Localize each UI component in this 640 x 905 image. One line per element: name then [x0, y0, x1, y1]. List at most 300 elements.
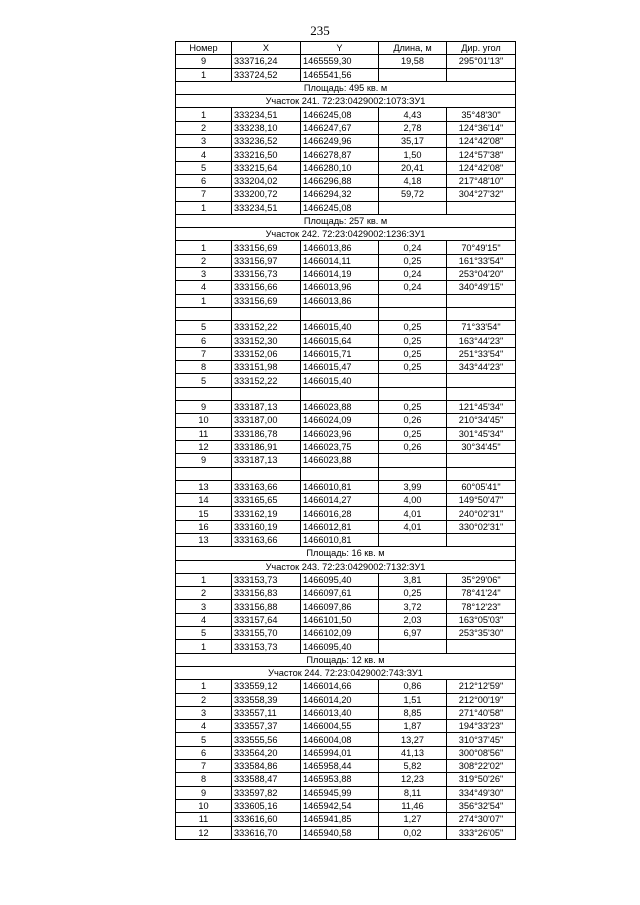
coord-y-cell: 1466278,87 [301, 148, 379, 161]
table-row [176, 813, 516, 826]
section-title: Участок 241. 72:23:0429002:1073:ЗУ1 [176, 95, 516, 108]
coord-y-cell: 1466024,09 [301, 414, 379, 427]
header-x: X [232, 42, 301, 55]
coord-x-cell: 333153,73 [232, 573, 301, 586]
direction-angle-cell: 60°05'41" [447, 480, 516, 493]
coord-y-cell: 1465942,54 [301, 799, 379, 812]
point-number-cell: 6 [176, 174, 232, 187]
coord-x-cell: 333616,70 [232, 826, 301, 839]
table-row [176, 826, 516, 839]
length-cell: 0,26 [379, 414, 447, 427]
direction-angle-cell: 163°44'23" [447, 334, 516, 347]
coord-y-cell: 1466014,27 [301, 494, 379, 507]
direction-angle-cell: 251°33'54" [447, 347, 516, 360]
point-number-cell: 9 [176, 401, 232, 414]
direction-angle-cell: 30°34'45" [447, 440, 516, 453]
table-row [176, 68, 516, 81]
direction-angle-cell: 35°48'30" [447, 108, 516, 121]
length-cell: 0,02 [379, 826, 447, 839]
coord-y-cell: 1466014,19 [301, 268, 379, 281]
coord-y-cell: 1466015,64 [301, 334, 379, 347]
length-cell: 8,85 [379, 706, 447, 719]
area-row [176, 547, 516, 560]
direction-angle-cell: 212°00'19" [447, 693, 516, 706]
coord-y-cell: 1466249,96 [301, 135, 379, 148]
coord-y-cell [301, 467, 379, 480]
length-cell: 3,81 [379, 573, 447, 586]
point-number-cell: 7 [176, 760, 232, 773]
point-number-cell: 7 [176, 347, 232, 360]
table-row [176, 414, 516, 427]
table-row [176, 254, 516, 267]
point-number-cell: 5 [176, 321, 232, 334]
coord-y-cell: 1466015,40 [301, 321, 379, 334]
length-cell [379, 467, 447, 480]
section-header-row [176, 95, 516, 108]
direction-angle-cell: 149°50'47" [447, 494, 516, 507]
direction-angle-cell: 343°44'23" [447, 361, 516, 374]
point-number-cell: 11 [176, 427, 232, 440]
point-number-cell: 1 [176, 108, 232, 121]
length-cell: 4,01 [379, 520, 447, 533]
page-number: 235 [310, 23, 330, 38]
direction-angle-cell [447, 68, 516, 81]
coord-x-cell: 333156,69 [232, 294, 301, 307]
coord-x-cell: 333186,91 [232, 440, 301, 453]
length-cell: 20,41 [379, 161, 447, 174]
coord-y-cell: 1465940,58 [301, 826, 379, 839]
table-row [176, 374, 516, 387]
coord-x-cell: 333200,72 [232, 188, 301, 201]
direction-angle-cell: 78°41'24" [447, 587, 516, 600]
coord-y-cell: 1466296,88 [301, 174, 379, 187]
coord-x-cell: 333153,73 [232, 640, 301, 653]
direction-angle-cell: 274°30'07" [447, 813, 516, 826]
point-number-cell: 7 [176, 188, 232, 201]
point-number-cell: 10 [176, 414, 232, 427]
point-number-cell: 5 [176, 733, 232, 746]
coord-y-cell: 1465994,01 [301, 746, 379, 759]
length-cell [379, 387, 447, 400]
coord-y-cell: 1466014,66 [301, 680, 379, 693]
direction-angle-cell: 217°48'10" [447, 174, 516, 187]
table-row [176, 361, 516, 374]
point-number-cell: 5 [176, 627, 232, 640]
point-number-cell: 11 [176, 813, 232, 826]
length-cell [379, 640, 447, 653]
length-cell: 0,25 [379, 321, 447, 334]
table-row [176, 573, 516, 586]
table-row [176, 121, 516, 134]
area-row [176, 653, 516, 666]
table-row [176, 201, 516, 214]
table-row [176, 174, 516, 187]
table-row [176, 268, 516, 281]
length-cell: 4,43 [379, 108, 447, 121]
coord-x-cell [232, 467, 301, 480]
header-angle: Дир. угол [447, 42, 516, 55]
coord-x-cell: 333605,16 [232, 799, 301, 812]
coord-y-cell: 1466101,50 [301, 613, 379, 626]
direction-angle-cell: 161°33'54" [447, 254, 516, 267]
point-number-cell: 13 [176, 533, 232, 546]
table-row [176, 307, 516, 320]
coord-y-cell: 1466012,81 [301, 520, 379, 533]
section-title: Участок 242. 72:23:0429002:1236:ЗУ1 [176, 228, 516, 241]
coord-y-cell: 1466102,09 [301, 627, 379, 640]
coord-x-cell: 333557,37 [232, 720, 301, 733]
coord-x-cell: 333716,24 [232, 55, 301, 68]
point-number-cell: 4 [176, 281, 232, 294]
point-number-cell: 4 [176, 720, 232, 733]
coord-x-cell: 333157,64 [232, 613, 301, 626]
coord-x-cell: 333557,11 [232, 706, 301, 719]
coord-y-cell: 1466280,10 [301, 161, 379, 174]
length-cell: 1,51 [379, 693, 447, 706]
point-number-cell: 2 [176, 587, 232, 600]
coord-x-cell: 333163,66 [232, 533, 301, 546]
coord-y-cell: 1466016,28 [301, 507, 379, 520]
coord-y-cell: 1466023,88 [301, 401, 379, 414]
coord-x-cell: 333186,78 [232, 427, 301, 440]
direction-angle-cell: 333°26'05" [447, 826, 516, 839]
length-cell: 19,58 [379, 55, 447, 68]
coord-y-cell: 1466023,75 [301, 440, 379, 453]
coord-x-cell: 333156,69 [232, 241, 301, 254]
direction-angle-cell [447, 387, 516, 400]
point-number-cell: 14 [176, 494, 232, 507]
length-cell: 2,03 [379, 613, 447, 626]
coord-y-cell: 1466013,86 [301, 294, 379, 307]
coord-x-cell: 333160,19 [232, 520, 301, 533]
coord-x-cell [232, 387, 301, 400]
length-cell: 12,23 [379, 773, 447, 786]
point-number-cell: 5 [176, 374, 232, 387]
table-row [176, 507, 516, 520]
point-number-cell: 9 [176, 55, 232, 68]
area-row [176, 214, 516, 227]
coord-y-cell: 1466015,71 [301, 347, 379, 360]
coord-x-cell: 333558,39 [232, 693, 301, 706]
coord-x-cell: 333151,98 [232, 361, 301, 374]
direction-angle-cell: 300°08'56" [447, 746, 516, 759]
table-row [176, 401, 516, 414]
table-row [176, 746, 516, 759]
direction-angle-cell: 35°29'06" [447, 573, 516, 586]
point-number-cell: 4 [176, 148, 232, 161]
length-cell: 4,00 [379, 494, 447, 507]
length-cell: 2,78 [379, 121, 447, 134]
length-cell: 5,82 [379, 760, 447, 773]
coord-y-cell: 1466015,47 [301, 361, 379, 374]
table-row [176, 387, 516, 400]
point-number-cell: 1 [176, 680, 232, 693]
length-cell: 0,24 [379, 268, 447, 281]
point-number-cell: 9 [176, 454, 232, 467]
coord-x-cell: 333155,70 [232, 627, 301, 640]
point-number-cell: 2 [176, 693, 232, 706]
point-number-cell: 3 [176, 268, 232, 281]
coord-y-cell: 1466097,86 [301, 600, 379, 613]
point-number-cell [176, 307, 232, 320]
direction-angle-cell: 70°49'15" [447, 241, 516, 254]
direction-angle-cell: 163°05'03" [447, 613, 516, 626]
coord-x-cell: 333616,60 [232, 813, 301, 826]
direction-angle-cell: 124°36'14" [447, 121, 516, 134]
coord-x-cell: 333559,12 [232, 680, 301, 693]
table-row [176, 600, 516, 613]
coord-y-cell: 1466245,08 [301, 108, 379, 121]
table-row [176, 627, 516, 640]
direction-angle-cell: 240°02'31" [447, 507, 516, 520]
coord-x-cell: 333187,13 [232, 401, 301, 414]
table-body [176, 55, 516, 840]
table-row [176, 480, 516, 493]
coord-y-cell: 1465941,85 [301, 813, 379, 826]
length-cell: 6,97 [379, 627, 447, 640]
coord-y-cell: 1465953,88 [301, 773, 379, 786]
point-number-cell: 8 [176, 361, 232, 374]
coordinates-table [175, 41, 516, 840]
direction-angle-cell [447, 307, 516, 320]
coord-y-cell: 1466014,11 [301, 254, 379, 267]
table-row [176, 241, 516, 254]
length-cell: 0,86 [379, 680, 447, 693]
table-row [176, 760, 516, 773]
length-cell: 0,26 [379, 440, 447, 453]
direction-angle-cell [447, 533, 516, 546]
length-cell: 41,13 [379, 746, 447, 759]
section-header-row [176, 666, 516, 679]
coord-x-cell: 333597,82 [232, 786, 301, 799]
direction-angle-cell: 194°33'23" [447, 720, 516, 733]
coord-y-cell: 1465541,56 [301, 68, 379, 81]
coord-x-cell: 333238,10 [232, 121, 301, 134]
coord-y-cell: 1465958,44 [301, 760, 379, 773]
coord-x-cell: 333234,51 [232, 201, 301, 214]
coord-x-cell: 333156,73 [232, 268, 301, 281]
header-number: Номер [176, 42, 232, 55]
table-row [176, 613, 516, 626]
coord-y-cell [301, 387, 379, 400]
coord-y-cell: 1466294,32 [301, 188, 379, 201]
length-cell: 0,25 [379, 334, 447, 347]
table-row [176, 135, 516, 148]
coord-y-cell: 1466004,55 [301, 720, 379, 733]
table-row [176, 773, 516, 786]
coord-y-cell: 1466247,67 [301, 121, 379, 134]
area-value: Площадь: 12 кв. м [176, 653, 516, 666]
coord-x-cell: 333156,83 [232, 587, 301, 600]
length-cell [379, 68, 447, 81]
point-number-cell: 6 [176, 746, 232, 759]
coord-y-cell: 1466023,88 [301, 454, 379, 467]
point-number-cell: 4 [176, 613, 232, 626]
coord-x-cell: 333204,02 [232, 174, 301, 187]
direction-angle-cell: 78°12'23" [447, 600, 516, 613]
coord-x-cell: 333234,51 [232, 108, 301, 121]
length-cell: 35,17 [379, 135, 447, 148]
point-number-cell: 6 [176, 334, 232, 347]
coord-x-cell: 333152,22 [232, 374, 301, 387]
coord-y-cell: 1466245,08 [301, 201, 379, 214]
coord-y-cell: 1466010,81 [301, 533, 379, 546]
direction-angle-cell: 124°42'08" [447, 135, 516, 148]
length-cell: 0,24 [379, 281, 447, 294]
direction-angle-cell: 310°37'45" [447, 733, 516, 746]
coord-y-cell [301, 307, 379, 320]
coord-y-cell: 1466014,20 [301, 693, 379, 706]
section-header-row [176, 228, 516, 241]
direction-angle-cell [447, 454, 516, 467]
coord-x-cell: 333165,65 [232, 494, 301, 507]
direction-angle-cell: 301°45'34" [447, 427, 516, 440]
point-number-cell: 3 [176, 706, 232, 719]
length-cell: 13,27 [379, 733, 447, 746]
coord-y-cell: 1466010,81 [301, 480, 379, 493]
length-cell: 0,25 [379, 361, 447, 374]
point-number-cell: 1 [176, 573, 232, 586]
header-y: Y [301, 42, 379, 55]
length-cell: 0,25 [379, 254, 447, 267]
coord-x-cell: 333187,13 [232, 454, 301, 467]
point-number-cell: 12 [176, 826, 232, 839]
coord-x-cell: 333187,00 [232, 414, 301, 427]
point-number-cell: 10 [176, 799, 232, 812]
point-number-cell: 13 [176, 480, 232, 493]
direction-angle-cell: 319°50'26" [447, 773, 516, 786]
area-value: Площадь: 257 кв. м [176, 214, 516, 227]
length-cell: 1,50 [379, 148, 447, 161]
direction-angle-cell: 295°01'13" [447, 55, 516, 68]
table-row [176, 693, 516, 706]
coord-y-cell: 1466004,08 [301, 733, 379, 746]
table-row [176, 454, 516, 467]
table-row [176, 440, 516, 453]
section-title: Участок 244. 72:23:0429002:743:ЗУ1 [176, 666, 516, 679]
point-number-cell: 3 [176, 600, 232, 613]
point-number-cell [176, 467, 232, 480]
direction-angle-cell: 340°49'15" [447, 281, 516, 294]
point-number-cell: 1 [176, 68, 232, 81]
point-number-cell: 1 [176, 201, 232, 214]
length-cell: 4,01 [379, 507, 447, 520]
point-number-cell: 1 [176, 640, 232, 653]
coord-y-cell: 1466095,40 [301, 640, 379, 653]
section-title: Участок 243. 72:23:0429002:7132:ЗУ1 [176, 560, 516, 573]
direction-angle-cell: 334°49'30" [447, 786, 516, 799]
table-row [176, 108, 516, 121]
table-row [176, 706, 516, 719]
table-row [176, 733, 516, 746]
coord-y-cell: 1466023,96 [301, 427, 379, 440]
direction-angle-cell [447, 640, 516, 653]
direction-angle-cell [447, 201, 516, 214]
coord-x-cell: 333564,20 [232, 746, 301, 759]
point-number-cell: 1 [176, 241, 232, 254]
direction-angle-cell: 124°42'08" [447, 161, 516, 174]
direction-angle-cell: 121°45'34" [447, 401, 516, 414]
coord-x-cell: 333163,66 [232, 480, 301, 493]
table-row [176, 467, 516, 480]
table-row [176, 680, 516, 693]
length-cell: 4,18 [379, 174, 447, 187]
point-number-cell: 16 [176, 520, 232, 533]
coord-y-cell: 1466013,40 [301, 706, 379, 719]
point-number-cell: 8 [176, 773, 232, 786]
coord-x-cell: 333152,30 [232, 334, 301, 347]
direction-angle-cell: 330°02'31" [447, 520, 516, 533]
point-number-cell: 1 [176, 294, 232, 307]
coord-x-cell: 333152,06 [232, 347, 301, 360]
length-cell [379, 307, 447, 320]
coord-y-cell: 1466013,96 [301, 281, 379, 294]
coord-y-cell: 1466095,40 [301, 573, 379, 586]
area-value: Площадь: 495 кв. м [176, 81, 516, 94]
coord-x-cell: 333152,22 [232, 321, 301, 334]
length-cell: 59,72 [379, 188, 447, 201]
coord-x-cell: 333216,50 [232, 148, 301, 161]
section-header-row [176, 560, 516, 573]
length-cell [379, 454, 447, 467]
point-number-cell: 5 [176, 161, 232, 174]
table-row [176, 334, 516, 347]
coord-x-cell: 333588,47 [232, 773, 301, 786]
table-row [176, 786, 516, 799]
table-row [176, 347, 516, 360]
table-row [176, 533, 516, 546]
point-number-cell: 3 [176, 135, 232, 148]
coord-x-cell [232, 307, 301, 320]
area-value: Площадь: 16 кв. м [176, 547, 516, 560]
coord-x-cell: 333156,66 [232, 281, 301, 294]
table-row [176, 188, 516, 201]
length-cell: 11,46 [379, 799, 447, 812]
table-row [176, 720, 516, 733]
length-cell [379, 374, 447, 387]
length-cell: 0,25 [379, 427, 447, 440]
area-row [176, 81, 516, 94]
length-cell: 1,27 [379, 813, 447, 826]
coord-y-cell: 1465945,99 [301, 786, 379, 799]
length-cell: 0,25 [379, 347, 447, 360]
direction-angle-cell: 210°34'45" [447, 414, 516, 427]
table-row [176, 148, 516, 161]
direction-angle-cell: 124°57'38" [447, 148, 516, 161]
direction-angle-cell: 271°40'58" [447, 706, 516, 719]
length-cell [379, 533, 447, 546]
point-number-cell: 2 [176, 254, 232, 267]
length-cell: 0,24 [379, 241, 447, 254]
point-number-cell: 2 [176, 121, 232, 134]
coord-x-cell: 333236,52 [232, 135, 301, 148]
table-row [176, 281, 516, 294]
direction-angle-cell: 71°33'54" [447, 321, 516, 334]
coord-y-cell: 1465559,30 [301, 55, 379, 68]
length-cell: 1,87 [379, 720, 447, 733]
coord-x-cell: 333555,56 [232, 733, 301, 746]
coord-y-cell: 1466013,86 [301, 241, 379, 254]
coord-x-cell: 333584,86 [232, 760, 301, 773]
length-cell [379, 294, 447, 307]
point-number-cell [176, 387, 232, 400]
table-row [176, 520, 516, 533]
direction-angle-cell: 304°27'32" [447, 188, 516, 201]
table-row [176, 640, 516, 653]
point-number-cell: 12 [176, 440, 232, 453]
length-cell: 8,11 [379, 786, 447, 799]
coord-x-cell: 333156,97 [232, 254, 301, 267]
